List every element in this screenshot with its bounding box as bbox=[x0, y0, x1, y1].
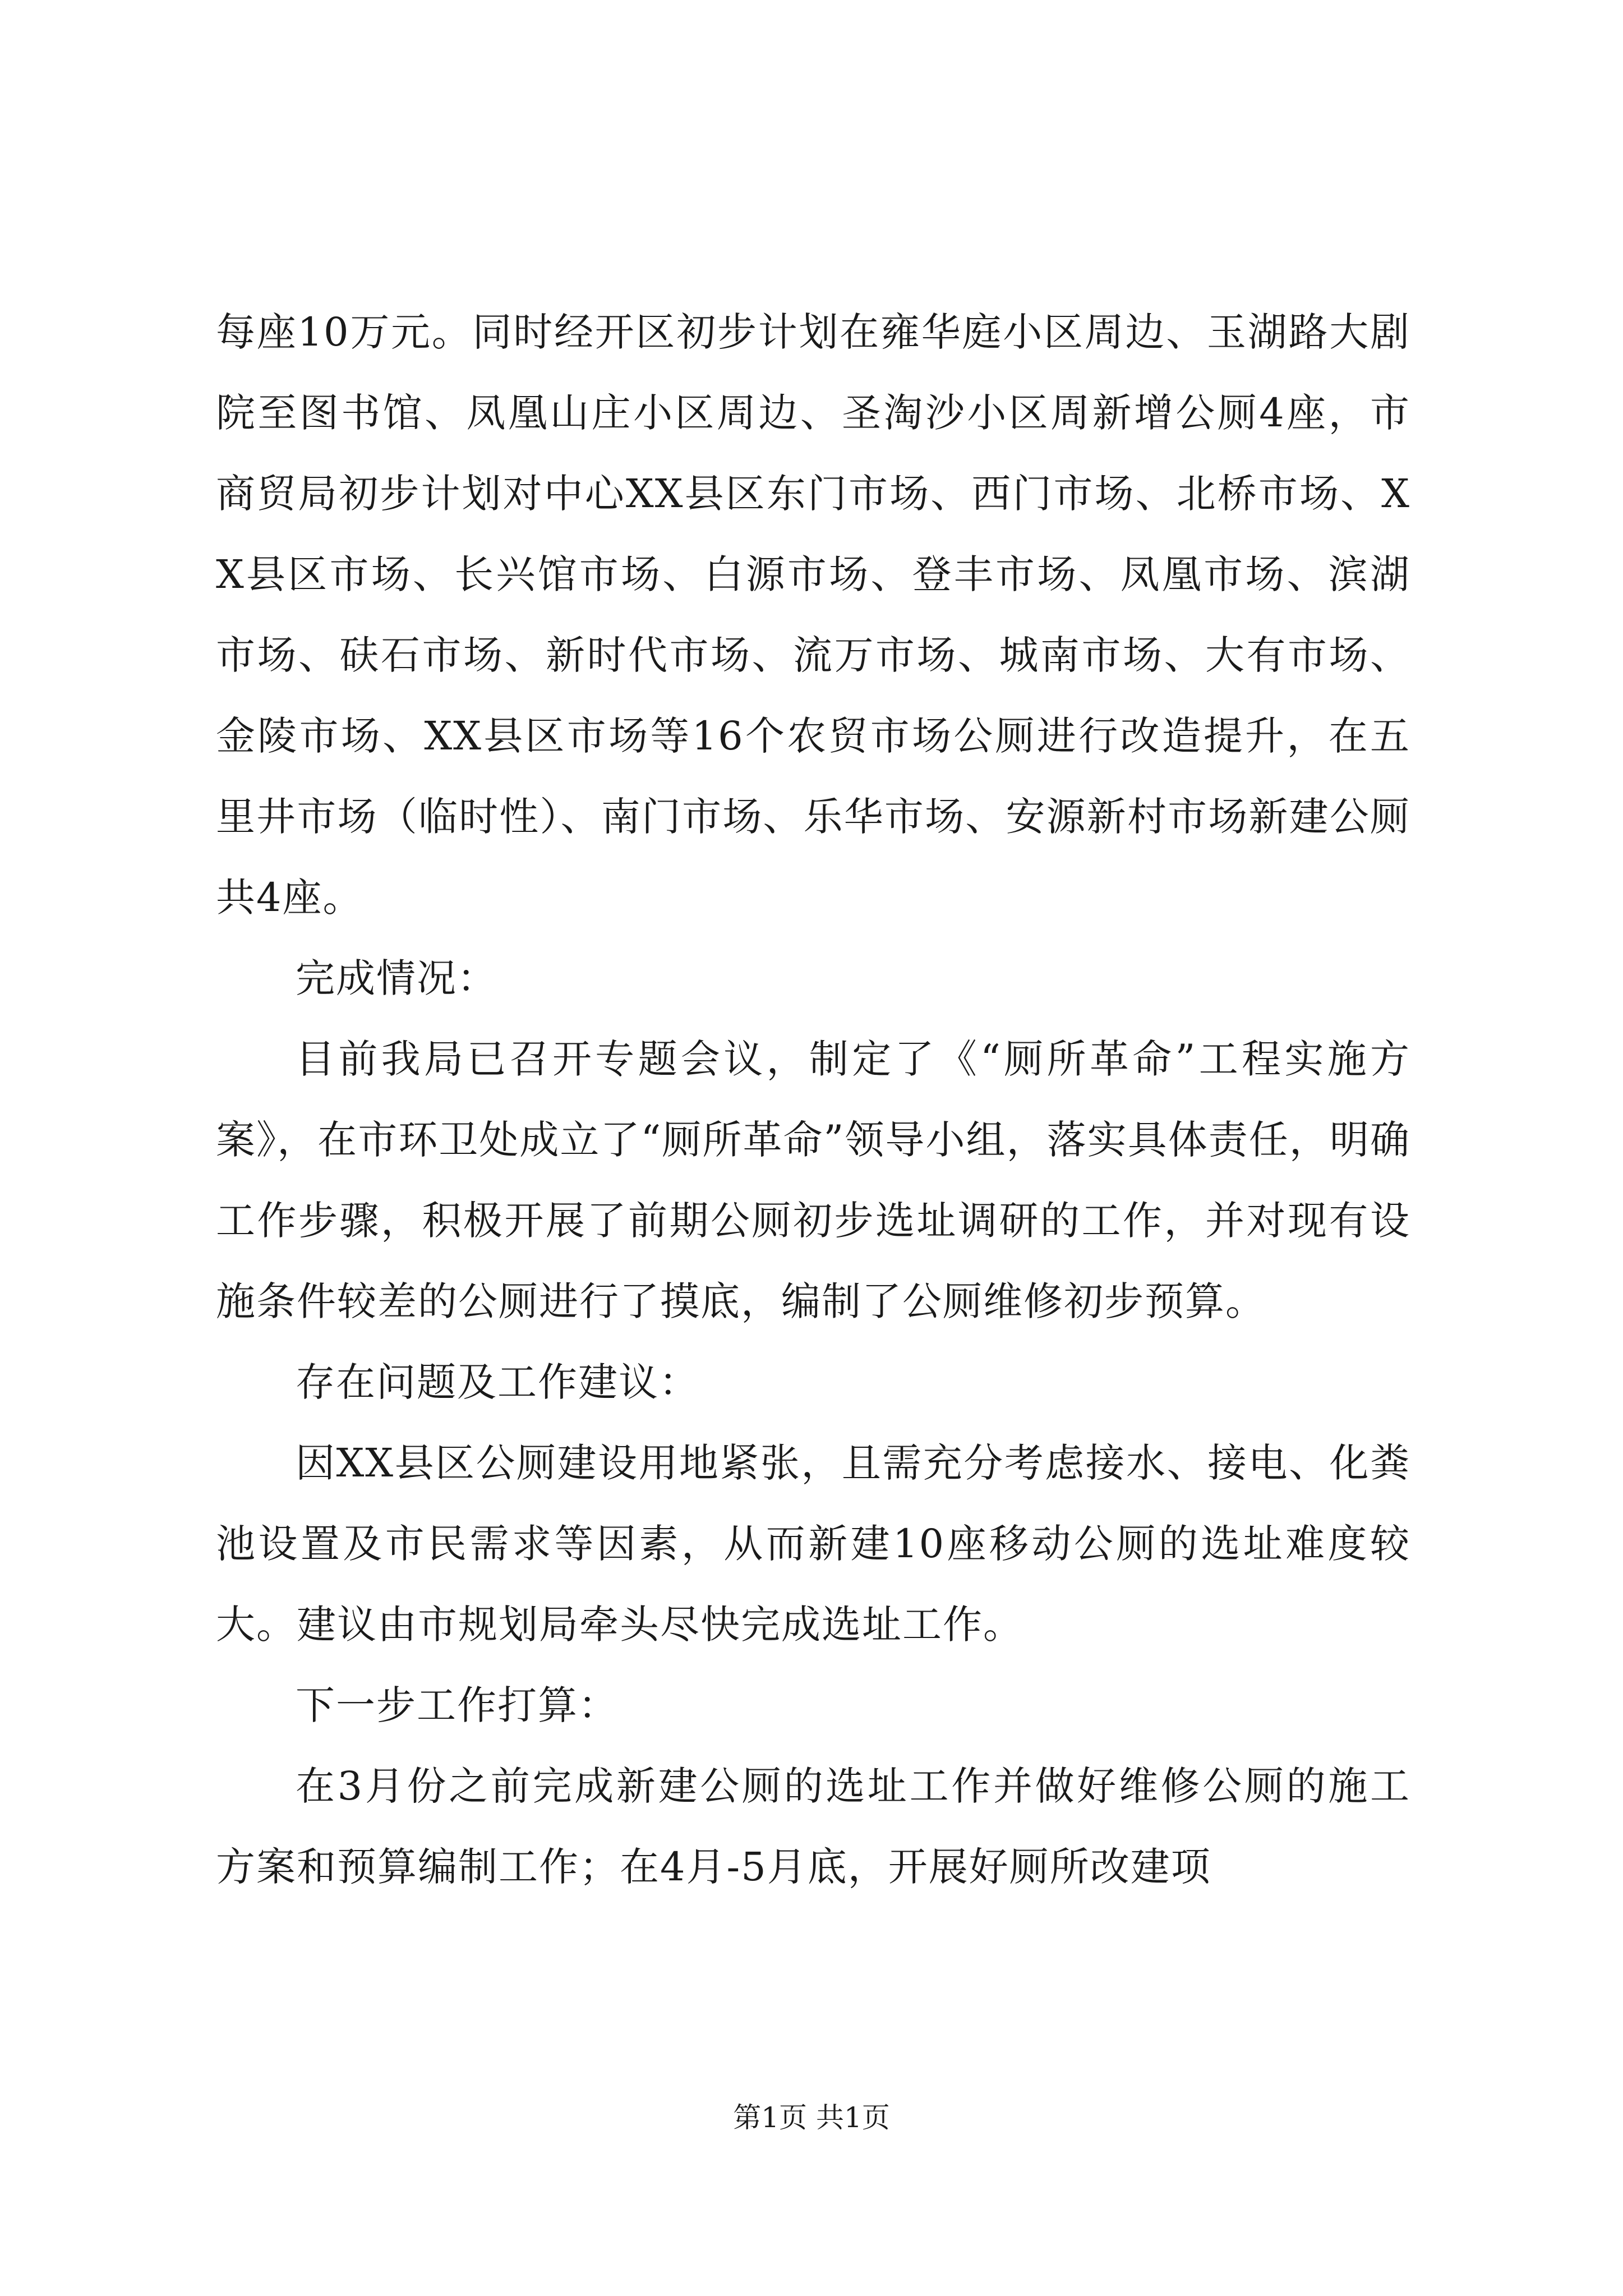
document-body bbox=[216, 292, 1410, 1907]
paragraph-completion-detail: 目前我局已召开专题会议，制定了《“厕所革命”工程实施方案》，在市环卫处成立了“厕所革命”领导小组，落实具体责任，明确工作步骤，积极开展了前期公厕初步选址调研的工作，并对现有设施条件较差的公厕进行了摸底，编制了公厕维修初步预算。 bbox=[216, 1036, 1410, 1324]
heading-problems-suggestions: 存在问题及工作建议： bbox=[296, 1359, 699, 1405]
paragraph-problems-detail: 因XX县区公厕建设用地紧张，且需充分考虑接水、接电、化粪池设置及市民需求等因素，从而新建10座移动公厕的选址难度较大。建议由市规划局牵头尽快完成选址工作。 bbox=[216, 1440, 1410, 1648]
paragraph-next-steps-detail: 在3月份之前完成新建公厕的选址工作并做好维修公厕的施工方案和预算编制工作；在4月-5月底，开展好厕所改建项 bbox=[216, 1763, 1410, 1890]
page-footer: 第1页 共1页 bbox=[733, 2101, 890, 2134]
paragraph-intro: 每座10万元。同时经开区初步计划在雍华庭小区周边、玉湖路大剧院至图书馆、凤凰山庄小区周边、圣淘沙小区周新增公厕4座，市商贸局初步计划对中心XX县区东门市场、西门市场、北桥市场、XX县区市场、长兴馆市场、白源市场、登丰市场、凤凰市场、滨湖市场、砆石市场、新时代市场、流万市场、城南市场、大有市场、金陵市场、XX县区市场等16个农贸市场公厕进行改造提升，在五里井市场（临时性）、南门市场、乐华市场、安源新村市场新建公厕共4座。 bbox=[216, 309, 1410, 921]
heading-completion-status: 完成情况： bbox=[296, 955, 497, 1001]
heading-next-steps: 下一步工作打算： bbox=[296, 1682, 619, 1728]
